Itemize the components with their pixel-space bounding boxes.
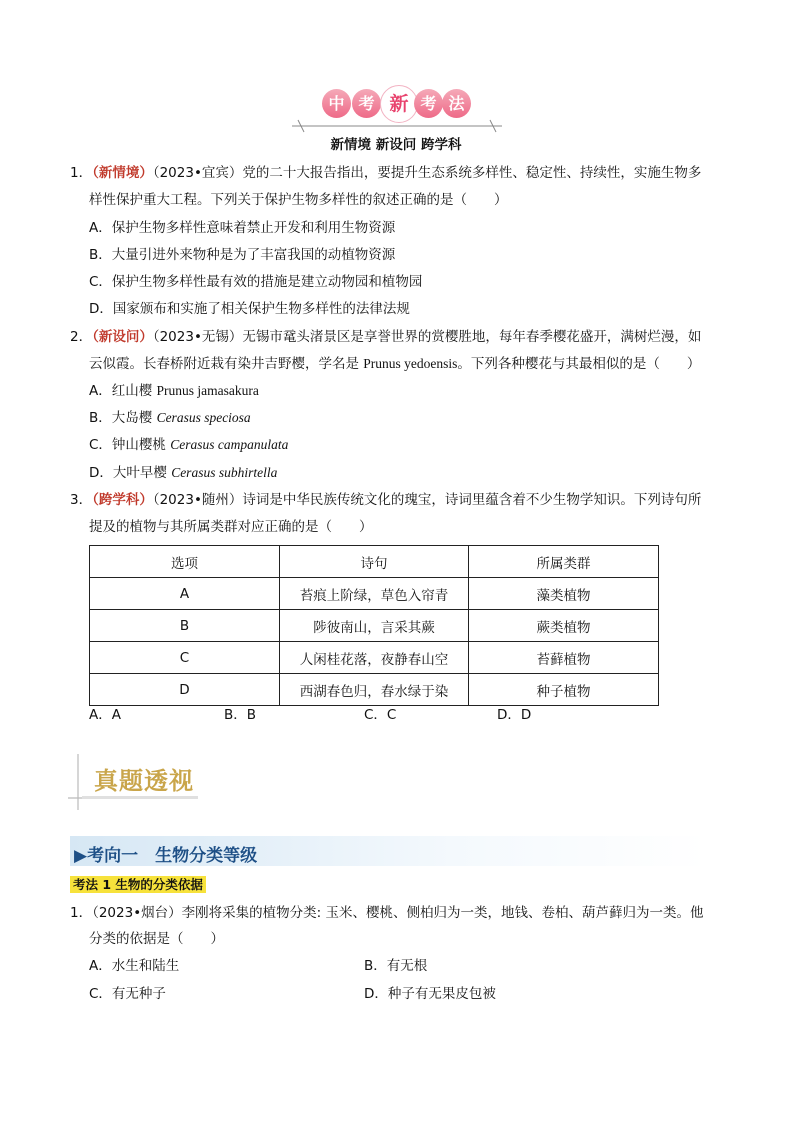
question-stem: 诗词是中华民族传统文化的瑰宝，诗词里蕴含着不少生物学知识。下列诗句所 (242, 492, 702, 508)
question-number: 1． (70, 905, 93, 921)
question-2-option-c (89, 434, 288, 456)
practice-option-a: A．水生和陆生 (89, 958, 180, 974)
option-label: A．红山樱 (89, 383, 157, 399)
table-row (90, 578, 659, 610)
question-source: （2023•烟台） (92, 905, 182, 921)
question-1-line-2: 样性保护重大工程。下列关于保护生物多样性的叙述正确的是（ ） (89, 192, 508, 208)
question-tag: （新情境） (92, 165, 153, 181)
table-cell: D (90, 674, 280, 706)
table-cell: 种子植物 (469, 674, 659, 706)
scientific-name: Cerasus speciosa (156, 410, 251, 425)
banner-char-3: 新 (380, 85, 418, 123)
table-cell: 西湖春色归，春水绿于染 (280, 674, 469, 706)
poem-table (89, 545, 659, 706)
question-3-answer-a: A．A (89, 707, 121, 723)
option-label: D．大叶早樱 (89, 465, 172, 481)
table-cell: 藻类植物 (469, 578, 659, 610)
question-2-option-d (89, 462, 277, 484)
practice-line-2: 分类的依据是（ ） (89, 931, 224, 947)
question-1-option-c: C．保护生物多样性最有效的措施是建立动物园和植物园 (89, 274, 423, 290)
question-3-line-1 (70, 489, 701, 511)
question-stem: 党的二十大报告指出，要提升生态系统多样性、稳定性、持续性，实施生物多 (242, 165, 702, 181)
question-stem-part: 云似霞。长春桥附近栽有染井吉野樱，学名是 (89, 356, 364, 372)
question-stem: 李刚将采集的植物分类: 玉米、樱桃、侧柏归为一类，地钱、卷柏、葫芦藓归为一类。他 (181, 905, 704, 921)
method-label: 考法 1 生物的分类依据 (70, 876, 206, 893)
table-cell: 陟彼南山，言采其蕨 (280, 610, 469, 642)
table-row (90, 642, 659, 674)
scientific-name: Cerasus campanulata (170, 437, 289, 452)
question-number: 2． (70, 329, 93, 345)
question-3-answer-c: C．C (364, 707, 397, 723)
option-label: C．钟山樱桃 (89, 437, 171, 453)
direction-heading: ▶考向一 生物分类等级 (74, 846, 258, 866)
banner-char-2: 考 (352, 89, 381, 118)
section-title: 真题透视 (94, 767, 194, 795)
question-1-line-1 (70, 162, 701, 184)
question-source: （2023•宜宾） (152, 165, 243, 181)
practice-option-d: D．种子有无果皮包被 (364, 986, 496, 1002)
table-header: 所属类群 (469, 546, 659, 578)
question-3-answer-b: B．B (224, 707, 257, 723)
question-2-option-b (89, 407, 251, 429)
question-1-option-a: A．保护生物多样性意味着禁止开发和利用生物资源 (89, 220, 396, 236)
table-row (90, 610, 659, 642)
option-label: B．大岛樱 (89, 410, 157, 426)
question-2-option-a (89, 380, 259, 402)
banner-char-1: 中 (322, 89, 351, 118)
table-row (90, 674, 659, 706)
table-cell: 蕨类植物 (469, 610, 659, 642)
question-stem: 无锡市鼋头渚景区是享誉世界的赏樱胜地，每年春季樱花盛开，满树烂漫，如 (242, 329, 702, 345)
practice-line-1 (70, 902, 704, 924)
scientific-name: Prunus yedoensis (363, 356, 458, 371)
table-cell: C (90, 642, 280, 674)
table-cell: A (90, 578, 280, 610)
question-stem-part: 。下列各种樱花与其最相似的是（ ） (457, 356, 701, 372)
question-1-option-b: B．大量引进外来物种是为了丰富我国的动植物资源 (89, 247, 396, 263)
practice-option-b: B．有无根 (364, 958, 428, 974)
question-source: （2023•随州） (152, 492, 243, 508)
table-header: 选项 (90, 546, 280, 578)
banner-subtitle: 新情境 新设问 跨学科 (330, 137, 462, 153)
question-2-line-2 (89, 353, 700, 375)
question-tag: （新设问） (92, 329, 153, 345)
question-number: 1． (70, 165, 93, 181)
question-number: 3． (70, 492, 93, 508)
scientific-name: Cerasus subhirtella (171, 465, 278, 480)
question-3-line-2: 提及的植物与其所属类群对应正确的是（ ） (89, 519, 373, 535)
scientific-name: Prunus jamasakura (156, 383, 259, 398)
question-3-answer-d: D．D (497, 707, 532, 723)
question-2-line-1 (70, 326, 701, 348)
question-tag: （跨学科） (92, 492, 153, 508)
banner-char-5: 法 (442, 89, 471, 118)
question-1-option-d: D．国家颁布和实施了相关保护生物多样性的法律法规 (89, 301, 410, 317)
table-cell: 苔藓植物 (469, 642, 659, 674)
practice-option-c: C．有无种子 (89, 986, 166, 1002)
table-cell: 苔痕上阶绿，草色入帘青 (280, 578, 469, 610)
table-header: 诗句 (280, 546, 469, 578)
table-header-row (90, 546, 659, 578)
banner-char-4: 考 (414, 89, 443, 118)
table-cell: B (90, 610, 280, 642)
table-cell: 人闲桂花落，夜静春山空 (280, 642, 469, 674)
question-source: （2023•无锡） (152, 329, 243, 345)
